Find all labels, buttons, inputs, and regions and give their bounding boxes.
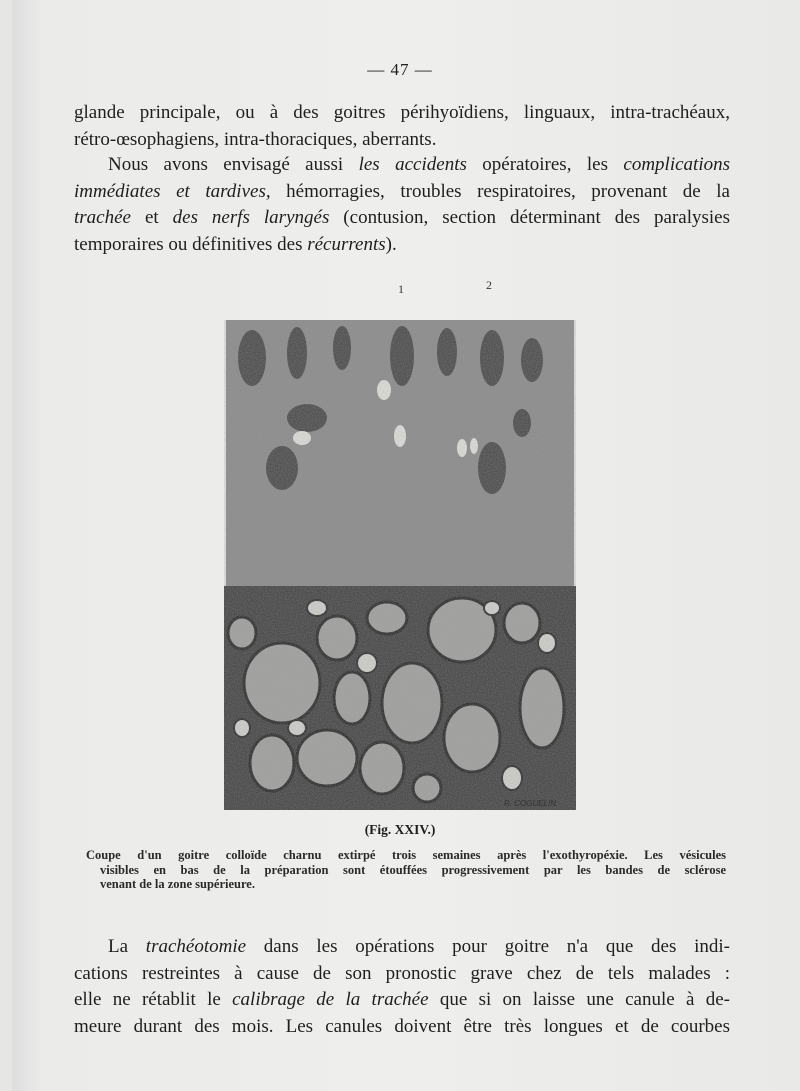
text-line: cations restreintes à cause de son pronostic grave chez de tels malades : (74, 962, 730, 984)
caption-line: venant de la zone supérieure. (100, 877, 255, 891)
text-line: glande principale, ou à des goitres périhyoïdiens, linguaux, intra-trachéaux, (74, 102, 730, 123)
paragraph-3 (74, 934, 730, 1040)
paragraph-1 (74, 100, 730, 153)
figure-marker-1: 1 (398, 282, 404, 296)
histology-figure (222, 318, 578, 812)
text-line: meure durant des mois. Les canules doivent être très longues et de courbes (74, 1015, 730, 1037)
text-line: immédiates et tardives, hémorragies, troubles respiratoires, provenant de la (74, 180, 730, 202)
caption-line: visibles en bas de la préparation sont étouffées progressivement par les bandes de sclérose (100, 862, 726, 877)
text-line: La trachéotomie dans les opérations pour goitre n'a que des indi- (108, 936, 730, 957)
text-line: Nous avons envisagé aussi les accidents opératoires, les complications (108, 154, 730, 175)
paragraph-2 (74, 152, 730, 258)
figure-signature: R. COGUELIN. (504, 799, 559, 808)
caption-line: Coupe d'un goitre colloïde charnu extirpé trois semaines après l'exothyropéxie. Les vésicules (86, 848, 726, 862)
text-line: rétro-œsophagiens, intra-thoraciques, aberrants. (74, 128, 437, 150)
figure-caption-title: (Fig. XXIV.) (364, 822, 436, 837)
figure-marker-2: 2 (486, 278, 492, 292)
text-line: elle ne rétablit le calibrage de la trachée que si on laisse une canule à de- (74, 989, 730, 1010)
text-line: trachée et des nerfs laryngés (contusion, section déterminant des paralysies (74, 207, 730, 228)
text-line: temporaires ou définitives des récurrents). (74, 233, 397, 255)
figure-caption (86, 848, 726, 892)
page-number: — 47 — (367, 60, 433, 79)
